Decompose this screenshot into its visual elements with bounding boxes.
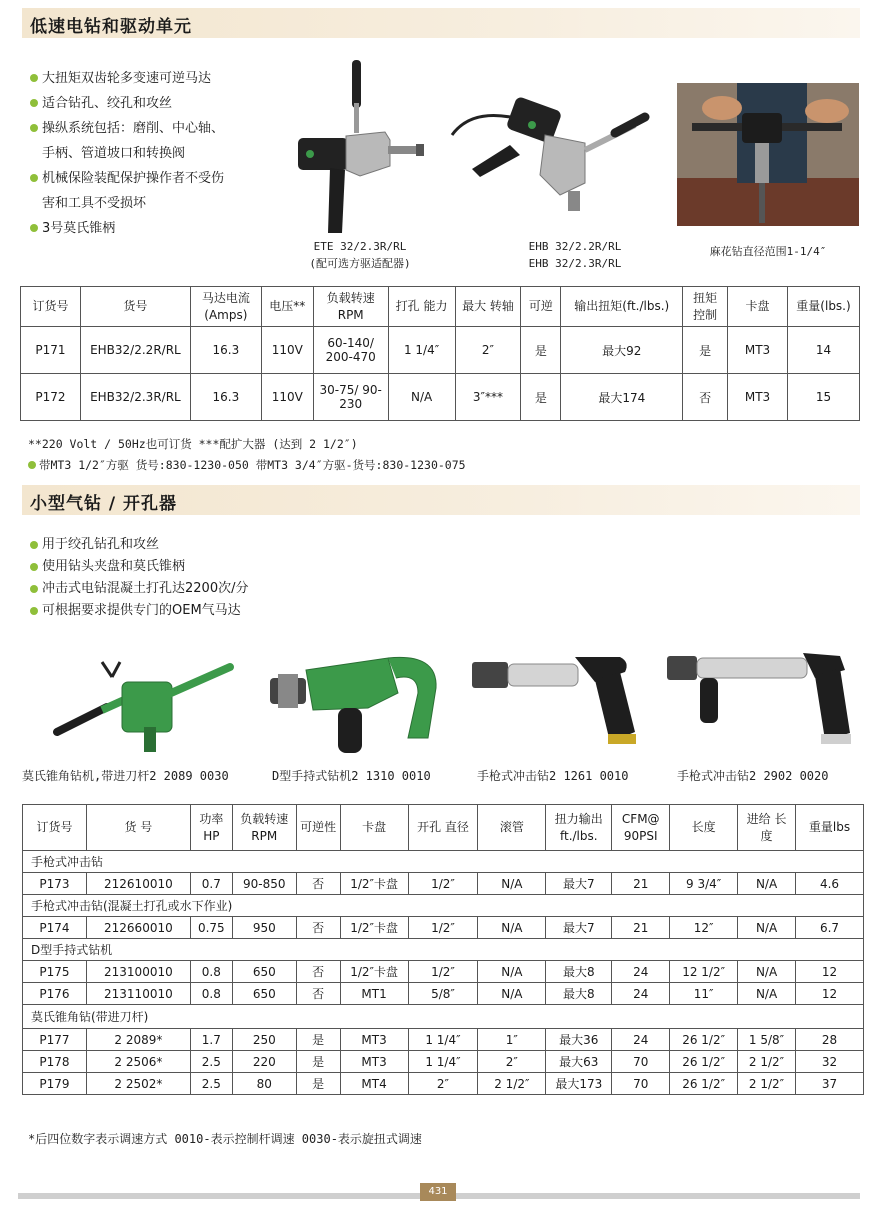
- table-cell: 最大36: [546, 1029, 612, 1051]
- table-cell: 1 1/4″: [388, 327, 455, 374]
- table-cell: 0.7: [190, 873, 232, 895]
- table-cell: P174: [23, 917, 87, 939]
- table-cell: 1/2″卡盘: [340, 873, 408, 895]
- spec-table-air-drills: [22, 804, 864, 1095]
- col-header: 卡盘: [728, 287, 788, 327]
- table-cell: D型手持式钻机: [23, 939, 864, 961]
- table-cell: 1″: [478, 1029, 546, 1051]
- table-cell: MT3: [728, 327, 788, 374]
- morse-angle-drill-image: [52, 652, 237, 757]
- table-cell: 1/2″: [408, 873, 478, 895]
- feature-list: [30, 534, 248, 622]
- table-cell: 否: [296, 873, 340, 895]
- air-drill-caption: 莫氏锥角钻机,带进刀杆2 2089 0030: [22, 769, 229, 783]
- col-header: 可逆: [521, 287, 561, 327]
- table-cell: 1 1/4″: [408, 1051, 478, 1073]
- table-cell: N/A: [738, 983, 796, 1005]
- table-cell: 最大173: [546, 1073, 612, 1095]
- feature-item: 冲击式电钻混凝土打孔达2200次/分: [30, 578, 248, 600]
- table-cell: 70: [612, 1073, 670, 1095]
- table-cell: P178: [23, 1051, 87, 1073]
- section-title: 小型气钻 / 开孔器: [30, 494, 178, 514]
- table-cell: 26 1/2″: [670, 1051, 738, 1073]
- table-cell: 0.8: [190, 961, 232, 983]
- page-number: 431: [420, 1183, 456, 1201]
- table-cell: 26 1/2″: [670, 1073, 738, 1095]
- d-handle-drill-image: [268, 648, 443, 758]
- bullet-icon: [30, 124, 38, 132]
- table-cell: 24: [612, 983, 670, 1005]
- table-cell: 1/2″: [408, 961, 478, 983]
- table-cell: 28: [796, 1029, 864, 1051]
- table-cell: 手枪式冲击钻: [23, 851, 864, 873]
- table-cell: 否: [296, 961, 340, 983]
- table-cell: 16.3: [190, 327, 261, 374]
- table-cell: 最大7: [546, 873, 612, 895]
- feature-item-continuation: 手柄、管道坡口和转换阀: [42, 146, 186, 161]
- ete-caption: ETE 32/2.3R/RL (配可选方驱适配器): [309, 240, 411, 270]
- table-row: [21, 374, 860, 421]
- col-header: 开孔 直径: [408, 805, 478, 851]
- table-cell: 21: [612, 917, 670, 939]
- table-cell: 212660010: [86, 917, 190, 939]
- col-header: 负载转速 RPM: [232, 805, 296, 851]
- col-header: 重量lbs: [796, 805, 864, 851]
- feature-item-continuation: 害和工具不受损坏: [42, 196, 147, 211]
- col-header: 订货号: [23, 805, 87, 851]
- table-cell: 37: [796, 1073, 864, 1095]
- table-cell: 6.7: [796, 917, 864, 939]
- col-header: 最大 转轴: [455, 287, 521, 327]
- table-cell: 否: [683, 374, 728, 421]
- air-drill-caption: D型手持式钻机2 1310 0010: [272, 769, 431, 783]
- table-cell: 是: [296, 1029, 340, 1051]
- table-cell: 2″: [408, 1073, 478, 1095]
- table-cell: 否: [296, 917, 340, 939]
- table-cell: 最大8: [546, 983, 612, 1005]
- table-cell: 是: [296, 1051, 340, 1073]
- table-cell: N/A: [478, 917, 546, 939]
- col-header: 马达电流 (Amps): [190, 287, 261, 327]
- col-header: 功率 HP: [190, 805, 232, 851]
- table-cell: 32: [796, 1051, 864, 1073]
- table-cell: 15: [788, 374, 860, 421]
- table-cell: 2 2502*: [86, 1073, 190, 1095]
- table-cell: 21: [612, 873, 670, 895]
- table-cell: EHB32/2.2R/RL: [80, 327, 190, 374]
- table-cell: 2 1/2″: [478, 1073, 546, 1095]
- table-cell: P175: [23, 961, 87, 983]
- table-cell: 12: [796, 983, 864, 1005]
- pistol-impact-drill-2-image: [665, 648, 855, 753]
- table-cell: N/A: [478, 983, 546, 1005]
- ehb-drill-image: [450, 95, 650, 225]
- table-cell: 0.75: [190, 917, 232, 939]
- ehb-caption: EHB 32/2.2R/RL EHB 32/2.3R/RL: [528, 240, 622, 270]
- group-row: [23, 1005, 864, 1029]
- table-cell: 最大63: [546, 1051, 612, 1073]
- table-cell: 80: [232, 1073, 296, 1095]
- table-row: [23, 1029, 864, 1051]
- table-cell: N/A: [478, 961, 546, 983]
- table-cell: MT3: [340, 1029, 408, 1051]
- table-cell: MT3: [340, 1051, 408, 1073]
- table-cell: 12: [796, 961, 864, 983]
- table-row: [23, 917, 864, 939]
- table-row: [23, 1051, 864, 1073]
- col-header: 可逆性: [296, 805, 340, 851]
- table-cell: 是: [683, 327, 728, 374]
- table-cell: 是: [521, 327, 561, 374]
- table-cell: 30-75/ 90-230: [313, 374, 388, 421]
- air-drill-caption: 手枪式冲击钻2 2902 0020: [677, 769, 829, 783]
- table-cell: 213110010: [86, 983, 190, 1005]
- table-cell: 70: [612, 1051, 670, 1073]
- group-row: [23, 895, 864, 917]
- col-header: 扭矩 控制: [683, 287, 728, 327]
- table-cell: 60-140/ 200-470: [313, 327, 388, 374]
- table-cell: 1/2″卡盘: [340, 917, 408, 939]
- col-header: 滚管: [478, 805, 546, 851]
- table-cell: 2.5: [190, 1073, 232, 1095]
- table-cell: 26 1/2″: [670, 1029, 738, 1051]
- table-cell: N/A: [478, 873, 546, 895]
- table-cell: 0.8: [190, 983, 232, 1005]
- table-cell: MT1: [340, 983, 408, 1005]
- feature-item: 3号莫氏锥柄: [30, 216, 224, 241]
- bullet-icon: [30, 174, 38, 182]
- col-header: 打孔 能力: [388, 287, 455, 327]
- table-cell: 2″: [478, 1051, 546, 1073]
- col-header: 货号: [80, 287, 190, 327]
- table-cell: 950: [232, 917, 296, 939]
- feature-item: 机械保险装配保护操作者不受伤: [30, 166, 224, 191]
- col-header: CFM@ 90PSI: [612, 805, 670, 851]
- table-cell: P172: [21, 374, 81, 421]
- col-header: 货 号: [86, 805, 190, 851]
- table-cell: 650: [232, 961, 296, 983]
- col-header: 重量(lbs.): [788, 287, 860, 327]
- table-cell: 2 1/2″: [738, 1073, 796, 1095]
- table-cell: 1 1/4″: [408, 1029, 478, 1051]
- bullet-icon: [30, 563, 38, 571]
- table-cell: 1 5/8″: [738, 1029, 796, 1051]
- table-cell: 2 1/2″: [738, 1051, 796, 1073]
- section-title: 低速电钻和驱动单元: [30, 17, 192, 37]
- col-header: 长度: [670, 805, 738, 851]
- table-cell: P176: [23, 983, 87, 1005]
- table-cell: 250: [232, 1029, 296, 1051]
- table-cell: MT4: [340, 1073, 408, 1095]
- bullet-icon: [30, 224, 38, 232]
- speed-control-footnote: *后四位数字表示调速方式 0010-表示控制杆调速 0030-表示旋扭式调速: [28, 1132, 422, 1146]
- col-header: 订货号: [21, 287, 81, 327]
- feature-item: 适合钻孔、绞孔和攻丝: [30, 91, 224, 116]
- table-cell: 24: [612, 961, 670, 983]
- table-cell: 手枪式冲击钻(混凝土打孔或水下作业): [23, 895, 864, 917]
- bullet-icon: [30, 607, 38, 615]
- table-cell: 24: [612, 1029, 670, 1051]
- feature-item: 可根据要求提供专门的OEM气马达: [30, 600, 248, 622]
- feature-list: [30, 66, 224, 241]
- table-cell: N/A: [738, 961, 796, 983]
- spec-table-electric-drills: [20, 286, 860, 421]
- table-cell: N/A: [738, 917, 796, 939]
- table-cell: P173: [23, 873, 87, 895]
- table-cell: 1/2″卡盘: [340, 961, 408, 983]
- table-cell: 90-850: [232, 873, 296, 895]
- table-row: [21, 327, 860, 374]
- voltage-note: **220 Volt / 50Hz也可订货 ***配扩大器 (达到 2 1/2″): [28, 437, 358, 451]
- table-cell: 213100010: [86, 961, 190, 983]
- table-row: [23, 983, 864, 1005]
- table-cell: 莫氏锥角钻(带进刀杆): [23, 1005, 864, 1029]
- table-cell: MT3: [728, 374, 788, 421]
- table-cell: P171: [21, 327, 81, 374]
- worker-drilling-photo: [677, 83, 859, 226]
- table-cell: 650: [232, 983, 296, 1005]
- table-cell: EHB32/2.3R/RL: [80, 374, 190, 421]
- square-drive-note: 带MT3 1/2″方驱 货号:830-1230-050 带MT3 3/4″方驱-货号:830-1230-075: [28, 457, 466, 473]
- table-cell: 1.7: [190, 1029, 232, 1051]
- table-cell: 2 2506*: [86, 1051, 190, 1073]
- photo3-caption: 麻花钻直径范围1-1/4″: [709, 245, 827, 258]
- col-header: 负载转速 RPM: [313, 287, 388, 327]
- group-row: [23, 939, 864, 961]
- table-cell: 最大8: [546, 961, 612, 983]
- col-header: 电压**: [261, 287, 313, 327]
- table-cell: 11″: [670, 983, 738, 1005]
- table-cell: 最大7: [546, 917, 612, 939]
- air-drill-caption: 手枪式冲击钻2 1261 0010: [477, 769, 629, 783]
- ete-drill-image: [290, 58, 430, 233]
- bullet-icon: [30, 74, 38, 82]
- col-header: 输出扭矩(ft./lbs.): [561, 287, 683, 327]
- table-row: [23, 873, 864, 895]
- table-cell: N/A: [388, 374, 455, 421]
- table-cell: 3″***: [455, 374, 521, 421]
- table-cell: 2 2089*: [86, 1029, 190, 1051]
- bullet-icon: [30, 541, 38, 549]
- bullet-icon: [28, 461, 36, 469]
- col-header: 进给 长度: [738, 805, 796, 851]
- table-cell: 16.3: [190, 374, 261, 421]
- table-cell: 2″: [455, 327, 521, 374]
- section-header-air-drill: [22, 485, 860, 515]
- table-cell: 14: [788, 327, 860, 374]
- table-cell: 212610010: [86, 873, 190, 895]
- feature-item: 操纵系统包括：磨削、中心轴、: [30, 116, 224, 141]
- table-cell: 110V: [261, 327, 313, 374]
- table-cell: 5/8″: [408, 983, 478, 1005]
- group-row: [23, 851, 864, 873]
- table-cell: 是: [296, 1073, 340, 1095]
- table-cell: P179: [23, 1073, 87, 1095]
- col-header: 卡盘: [340, 805, 408, 851]
- table-cell: 最大174: [561, 374, 683, 421]
- table-row: [23, 961, 864, 983]
- table-cell: 12″: [670, 917, 738, 939]
- table-cell: 1/2″: [408, 917, 478, 939]
- table-cell: 110V: [261, 374, 313, 421]
- section-header-low-speed-drill: [22, 8, 860, 38]
- pistol-impact-drill-1-image: [470, 652, 650, 752]
- table-cell: 最大92: [561, 327, 683, 374]
- table-cell: 220: [232, 1051, 296, 1073]
- table-cell: N/A: [738, 873, 796, 895]
- table-cell: 否: [296, 983, 340, 1005]
- table-cell: 12 1/2″: [670, 961, 738, 983]
- table-cell: P177: [23, 1029, 87, 1051]
- feature-item: 大扭矩双齿轮多变速可逆马达: [30, 66, 224, 91]
- feature-item: 使用钻头夹盘和莫氏锥柄: [30, 556, 248, 578]
- feature-item: 用于绞孔钻孔和攻丝: [30, 534, 248, 556]
- table-row: [23, 1073, 864, 1095]
- table-cell: 2.5: [190, 1051, 232, 1073]
- bullet-icon: [30, 585, 38, 593]
- table-cell: 是: [521, 374, 561, 421]
- table-cell: 9 3/4″: [670, 873, 738, 895]
- col-header: 扭力输出 ft./lbs.: [546, 805, 612, 851]
- bullet-icon: [30, 99, 38, 107]
- table-cell: 4.6: [796, 873, 864, 895]
